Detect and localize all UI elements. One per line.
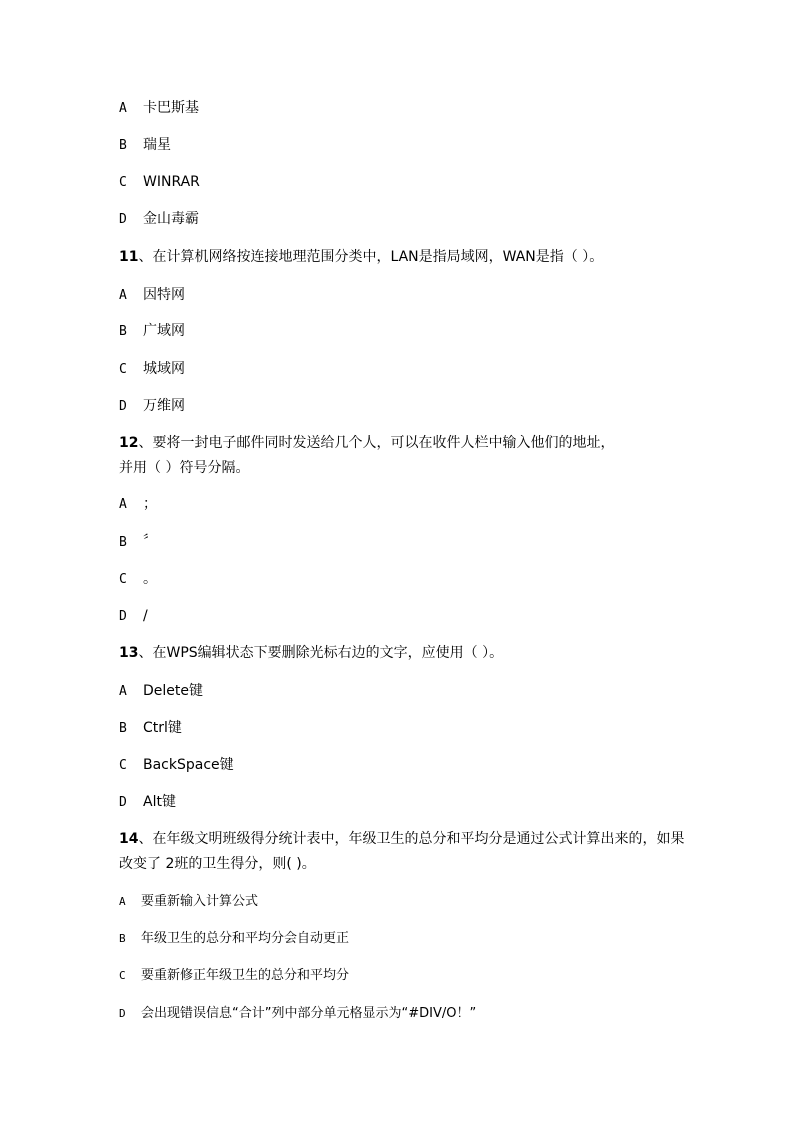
option-letter: D: [119, 399, 127, 414]
option-letter: A: [119, 895, 126, 908]
option-letter: C: [119, 758, 127, 773]
option-text: 城域网: [143, 361, 185, 377]
question-number: 12: [119, 435, 139, 451]
q10-option-c: [119, 172, 200, 193]
option-text: 〞: [143, 534, 157, 550]
option-letter: C: [119, 175, 127, 190]
q12-option-a: [119, 494, 157, 515]
option-letter: B: [119, 932, 126, 945]
question-text: 并用（ ）符号分隔。: [119, 460, 250, 476]
q13-option-d: [119, 792, 176, 813]
option-text: Alt键: [143, 794, 176, 810]
q10-option-d: [119, 209, 199, 230]
q12-option-d: [119, 606, 148, 627]
option-letter: D: [119, 795, 127, 810]
q13-option-c: [119, 755, 234, 776]
q14-option-d: [119, 1003, 476, 1024]
q11-option-b: [119, 321, 185, 342]
q14-question-line-1: [119, 829, 684, 849]
option-letter: D: [119, 1007, 126, 1020]
question-text: 改变了 2班的卫生得分，则( )。: [119, 856, 316, 872]
question-text: 、要将一封电子邮件同时发送给几个人，可以在收件人栏中输入他们的地址，: [138, 435, 615, 451]
option-text: 。: [143, 571, 157, 587]
option-text: /: [143, 608, 148, 624]
option-text: 卡巴斯基: [143, 100, 199, 116]
option-letter: D: [119, 609, 127, 624]
option-text: 会出现错误信息“合计”列中部分单元格显示为“#DIV/O！”: [141, 1006, 477, 1021]
q14-question-line-2: [119, 854, 316, 874]
option-text: 万维网: [143, 398, 185, 414]
q12-question-line-2: [119, 458, 249, 478]
option-text: 年级卫生的总分和平均分会自动更正: [141, 931, 350, 946]
q11-option-d: [119, 396, 185, 417]
question-number: 11: [119, 249, 139, 265]
q14-option-b: [119, 928, 349, 949]
option-text: ；: [143, 496, 157, 512]
option-letter: D: [119, 212, 127, 227]
option-letter: A: [119, 101, 127, 116]
option-text: 要重新修正年级卫生的总分和平均分: [141, 968, 350, 983]
option-text: Ctrl键: [143, 720, 182, 736]
option-letter: B: [119, 721, 127, 736]
q11-option-a: [119, 285, 185, 306]
option-letter: C: [119, 572, 127, 587]
option-letter: B: [119, 535, 127, 550]
option-text: WINRAR: [143, 174, 200, 190]
question-text: 、在年级文明班级得分统计表中，年级卫生的总分和平均分是通过公式计算出来的，如果: [138, 831, 685, 847]
q13-option-a: [119, 681, 203, 702]
q12-option-c: [119, 569, 157, 590]
q12-question-line-1: [119, 433, 614, 453]
question-number: 14: [119, 831, 139, 847]
option-letter: B: [119, 138, 127, 153]
question-text: 、在计算机网络按连接地理范围分类中，LAN是指局域网，WAN是指（ ）。: [138, 249, 604, 265]
option-letter: A: [119, 684, 127, 699]
option-text: 广域网: [143, 323, 185, 339]
q13-option-b: [119, 718, 182, 739]
question-text: 、在WPS编辑状态下要删除光标右边的文字，应使用（ ）。: [138, 645, 504, 661]
q10-option-a: [119, 98, 199, 119]
q11-option-c: [119, 359, 185, 380]
q14-option-c: [119, 965, 349, 986]
q10-option-b: [119, 135, 171, 156]
q12-option-b: [119, 532, 157, 553]
option-letter: B: [119, 324, 127, 339]
q11-question: [119, 247, 603, 267]
q13-question: [119, 643, 503, 663]
option-letter: C: [119, 362, 127, 377]
option-letter: C: [119, 969, 126, 982]
option-text: 金山毒霸: [143, 211, 199, 227]
option-text: 要重新输入计算公式: [141, 894, 259, 909]
option-text: 瑞星: [143, 137, 171, 153]
q14-option-a: [119, 891, 258, 912]
option-letter: A: [119, 288, 127, 303]
option-letter: A: [119, 497, 127, 512]
option-text: Delete键: [143, 683, 203, 699]
question-number: 13: [119, 645, 139, 661]
option-text: 因特网: [143, 287, 185, 303]
option-text: BackSpace键: [143, 757, 234, 773]
